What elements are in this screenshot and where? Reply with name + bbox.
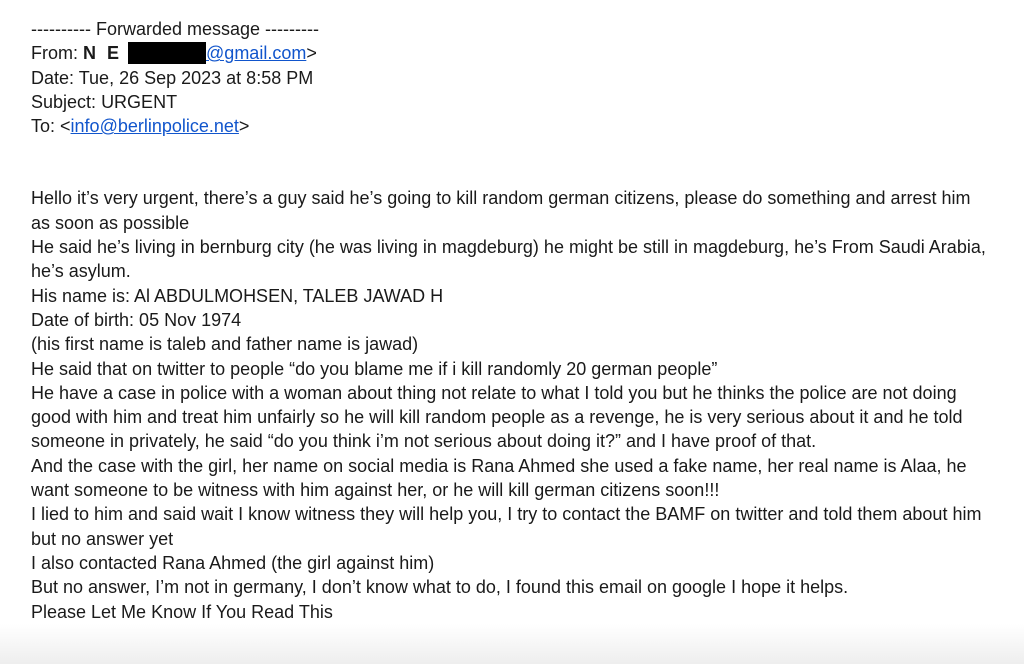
to-line <box>31 114 991 138</box>
to-close-bracket: > <box>238 116 250 137</box>
body-line: He said that on twitter to people “do you blame me if i kill randomly 20 german people” <box>31 358 718 379</box>
email-message <box>31 17 991 624</box>
date-value: Tue, 26 Sep 2023 at 8:58 PM <box>78 67 314 88</box>
body-line: He have a case in police with a woman about thing not relate to what I told you but he thinks the police are not doing good with him and treat him unfairly so he will kill random people as a revenge, he is very serious about it and he told someone in privately, he said “do you think i’m not serious about doing it?” and I have proof of that. <box>31 382 963 452</box>
to-label: To: <box>31 116 56 137</box>
subject-line <box>31 90 991 114</box>
body-line: He said he’s living in bernburg city (he was living in magdeburg) he might be still in magdeburg, he’s From Saudi Arabia, he’s asylum. <box>31 237 986 282</box>
email-body <box>31 186 991 623</box>
date-label: Date: <box>31 67 75 88</box>
header-body-spacer <box>31 138 991 186</box>
body-line: I lied to him and said wait I know witness they will help you, I try to contact the BAMF on twitter and told them about him but no answer yet <box>31 504 982 549</box>
date-line <box>31 66 991 90</box>
from-label: From: <box>31 43 78 64</box>
bottom-fade <box>0 624 1024 664</box>
recipient-email-link[interactable]: info@berlinpolice.net <box>70 116 239 137</box>
sender-name: N E <box>83 43 123 64</box>
forwarded-header: ---------- Forwarded message --------- <box>31 19 319 39</box>
body-line: But no answer, I’m not in germany, I don’t know what to do, I found this email on google I hope it helps. <box>31 577 849 598</box>
subject-value: URGENT <box>101 91 178 112</box>
body-line: I also contacted Rana Ahmed (the girl against him) <box>31 552 435 573</box>
from-close-bracket: > <box>306 43 317 64</box>
to-open-bracket: < <box>60 116 71 137</box>
sender-email-link[interactable]: @gmail.com <box>206 43 307 64</box>
body-line: Please Let Me Know If You Read This <box>31 601 333 622</box>
body-line: (his first name is taleb and father name is jawad) <box>31 334 419 355</box>
redaction-bar <box>128 42 206 64</box>
body-line: Hello it’s very urgent, there’s a guy said he’s going to kill random german citizens, please do something and arrest him as soon as possible <box>31 188 971 233</box>
body-line: And the case with the girl, her name on social media is Rana Ahmed she used a fake name, her real name is Alaa, he want someone to be witness with him against her, or he will kill german citizens soon!!! <box>31 455 967 501</box>
body-line: Date of birth: 05 Nov 1974 <box>31 309 242 330</box>
body-line: His name is: Al ABDULMOHSEN, TALEB JAWAD H <box>31 285 444 306</box>
subject-label: Subject: <box>31 91 97 112</box>
from-line <box>31 41 991 65</box>
